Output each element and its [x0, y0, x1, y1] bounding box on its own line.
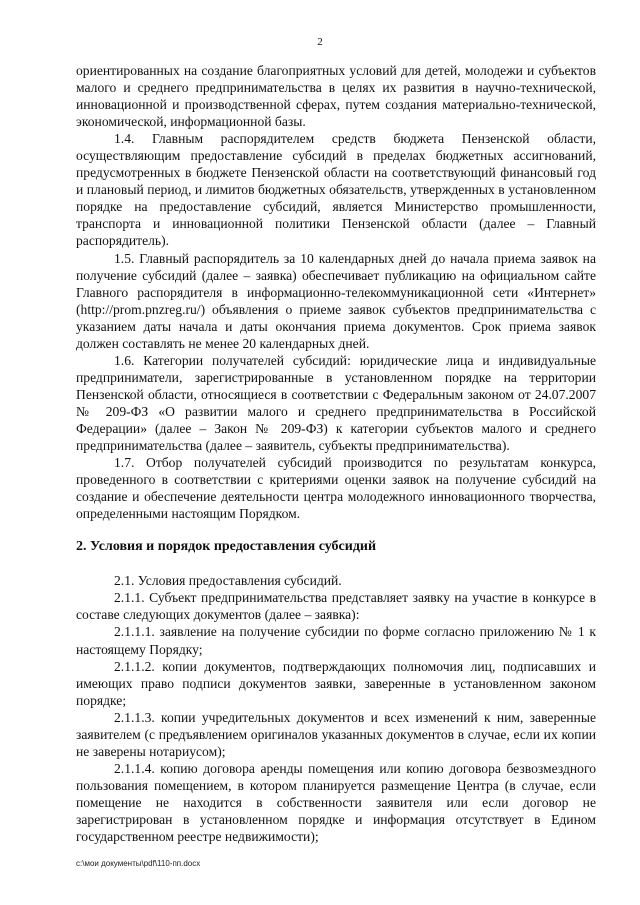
paragraph-continuation: ориентированных на создание благоприятных условий для детей, молодежи и субъектов малого и среднего предпринимательства в целях их развития в научно-технической, инновационной и производственной сферах, путем создания материально-технической, экономической, информационной базы.: [76, 63, 596, 130]
paragraph-1-7: 1.7. Отбор получателей субсидий производится по результатам конкурса, проведенного в соответствии с критериями оценки заявок на получение субсидий на создание и обеспечение деятельности центра молодежного инновационного творчества, определенными настоящим Порядком.: [76, 455, 596, 522]
paragraph-2-1-1-4: 2.1.1.4. копию договора аренды помещения или копию договора безвозмездного пользования помещением, в котором планируется размещение Центра (в случае, если помещение не находится в собственности заявителя или если договор не зарегистрирован в установленном порядке и информация отсутствует в Едином государственном реестре недвижимости);: [76, 760, 596, 845]
paragraph-1-6: 1.6. Категории получателей субсидий: юридические лица и индивидуальные предприниматели, зарегистрированные в установленном порядке на территории Пензенской области, относящиеся в соответствии с Федеральным законом от 24.07.2007 № 209-ФЗ «О развитии малого и среднего предпринимательства в Российской Федерации» (далее – Закон № 209-ФЗ) к категории субъектов малого и среднего предпринимательства (далее – заявитель, субъекты предпринимательства).: [76, 352, 596, 454]
paragraph-2-1-1: 2.1.1. Субъект предпринимательства представляет заявку на участие в конкурсе в составе следующих документов (далее – заявка):: [76, 590, 596, 623]
paragraph-2-1-1-2: 2.1.1.2. копии документов, подтверждающих полномочия лиц, подписавших и имеющих право подписи документов заявки, заверенные в установленном законом порядке;: [76, 658, 596, 708]
paragraph-1-4: 1.4. Главным распорядителем средств бюджета Пензенской области, осуществляющим предоставление субсидий в пределах бюджетных ассигнований, предусмотренных в бюджете Пензенской области на соответствующий финансовый год и плановый период, и лимитов бюджетных обязательств, утвержденных в установленном порядке на предоставление субсидий, является Министерство промышленности, транспорта и инновационной политики Пензенской области (далее – Главный распорядитель).: [76, 131, 596, 249]
page-number: 2: [317, 36, 323, 48]
section-heading: 2. Условия и порядок предоставления субсидий: [76, 539, 377, 555]
paragraph-2-1: 2.1. Условия предоставления субсидий.: [114, 573, 342, 589]
paragraph-1-5: 1.5. Главный распорядитель за 10 календарных дней до начала приема заявок на получение субсидий (далее – заявка) обеспечивает публикацию на официальном сайте Главного распорядителя в информационно-телекоммуникационной сети «Интернет» (http://prom.pnzreg.ru/) объявления о приеме заявок субъектов предпринимательства с указанием даты начала и даты окончания приема документов. Срок приема заявок должен составлять не менее 20 календарных дней.: [76, 250, 596, 351]
paragraph-2-1-1-1: 2.1.1.1. заявление на получение субсидии по форме согласно приложению № 1 к настоящему Порядку;: [76, 624, 596, 657]
file-path-footer: c:\мои документы\pdf\110-пп.docx: [76, 859, 201, 868]
document-body: [76, 62, 596, 845]
paragraph-2-1-1-3: 2.1.1.3. копии учредительных документов и всех изменений к ним, заверенные заявителем (с предъявлением оригиналов указанных документов в случае, если их копии не заверены нотариусом);: [76, 709, 596, 759]
